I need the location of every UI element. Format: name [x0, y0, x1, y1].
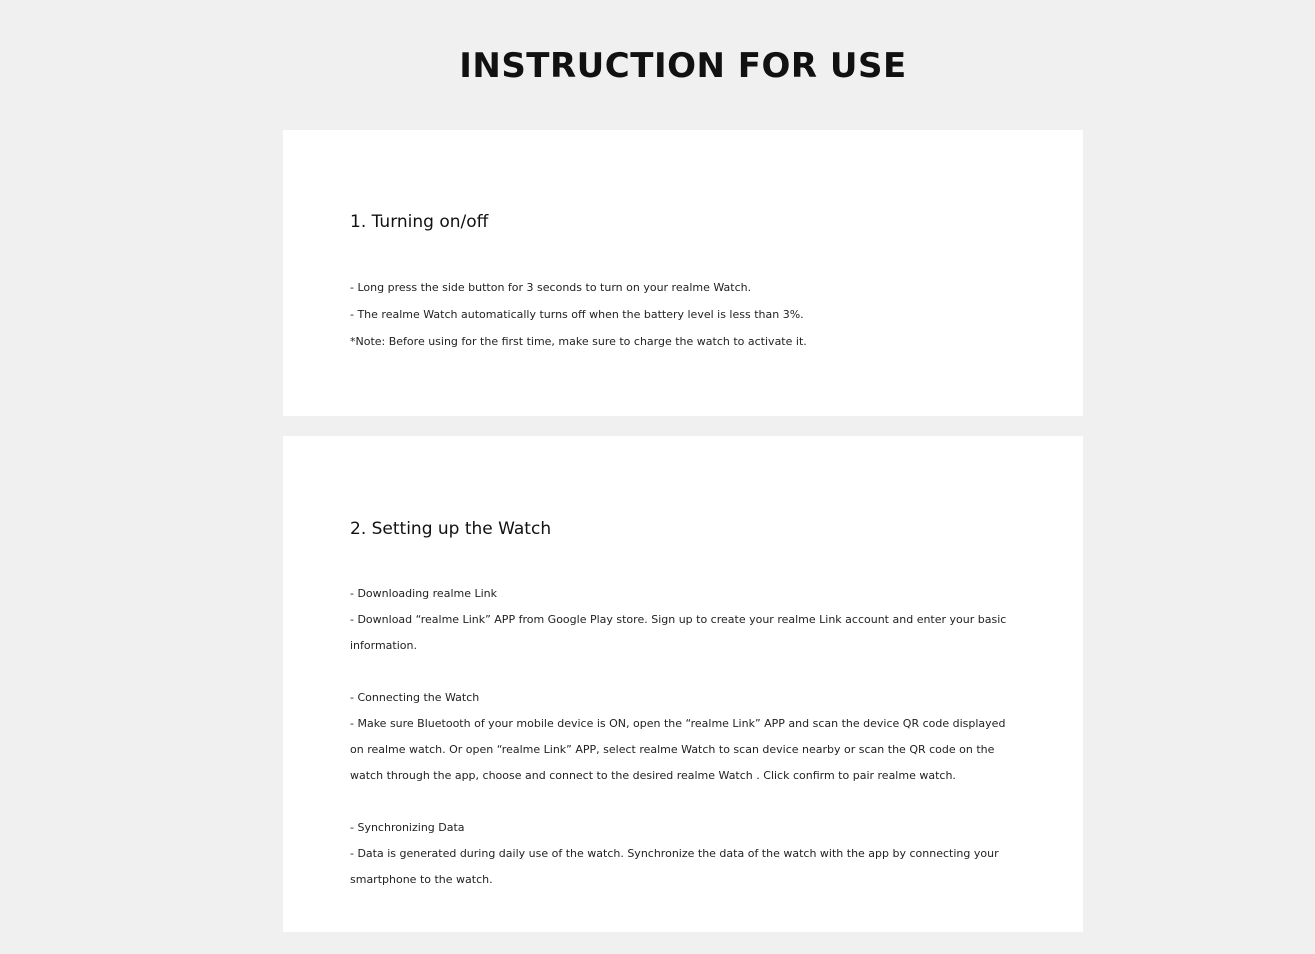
section-heading: 1. Turning on/off — [350, 212, 489, 232]
instruction-line: - The realme Watch automatically turns off when the battery level is less than 3%. — [350, 308, 804, 321]
subheading-synchronizing: - Synchronizing Data — [350, 821, 465, 834]
spacer — [350, 659, 1018, 685]
section-heading: 2. Setting up the Watch — [350, 519, 552, 539]
spacer — [350, 789, 1018, 815]
instruction-paragraph: - Make sure Bluetooth of your mobile device is ON, open the “realme Link” APP and scan the device QR code displayed on realme watch. Or open “realme Link” APP, select realme Watch to scan device nearby or scan the QR code on the watch through the app, choose and connect to the desired realme Watch . Click confirm to pair realme watch. — [350, 717, 1006, 782]
section-body — [350, 274, 1018, 355]
page-title: INSTRUCTION FOR USE — [459, 46, 907, 86]
subheading-downloading: - Downloading realme Link — [350, 587, 498, 600]
instruction-line: - Long press the side button for 3 seconds to turn on your realme Watch. — [350, 281, 752, 294]
instruction-paragraph: - Download “realme Link” APP from Google Play store. Sign up to create your realme Link account and enter your basic information. — [350, 613, 1007, 652]
section-turning-on-off — [283, 130, 1083, 416]
section-setting-up-watch — [283, 436, 1083, 932]
subheading-connecting: - Connecting the Watch — [350, 691, 480, 704]
note-line: *Note: Before using for the first time, make sure to charge the watch to activate it. — [350, 335, 807, 348]
instruction-paragraph: - Data is generated during daily use of the watch. Synchronize the data of the watch with the app by connecting your smartphone to the watch. — [350, 847, 999, 886]
section-body — [350, 581, 1018, 893]
